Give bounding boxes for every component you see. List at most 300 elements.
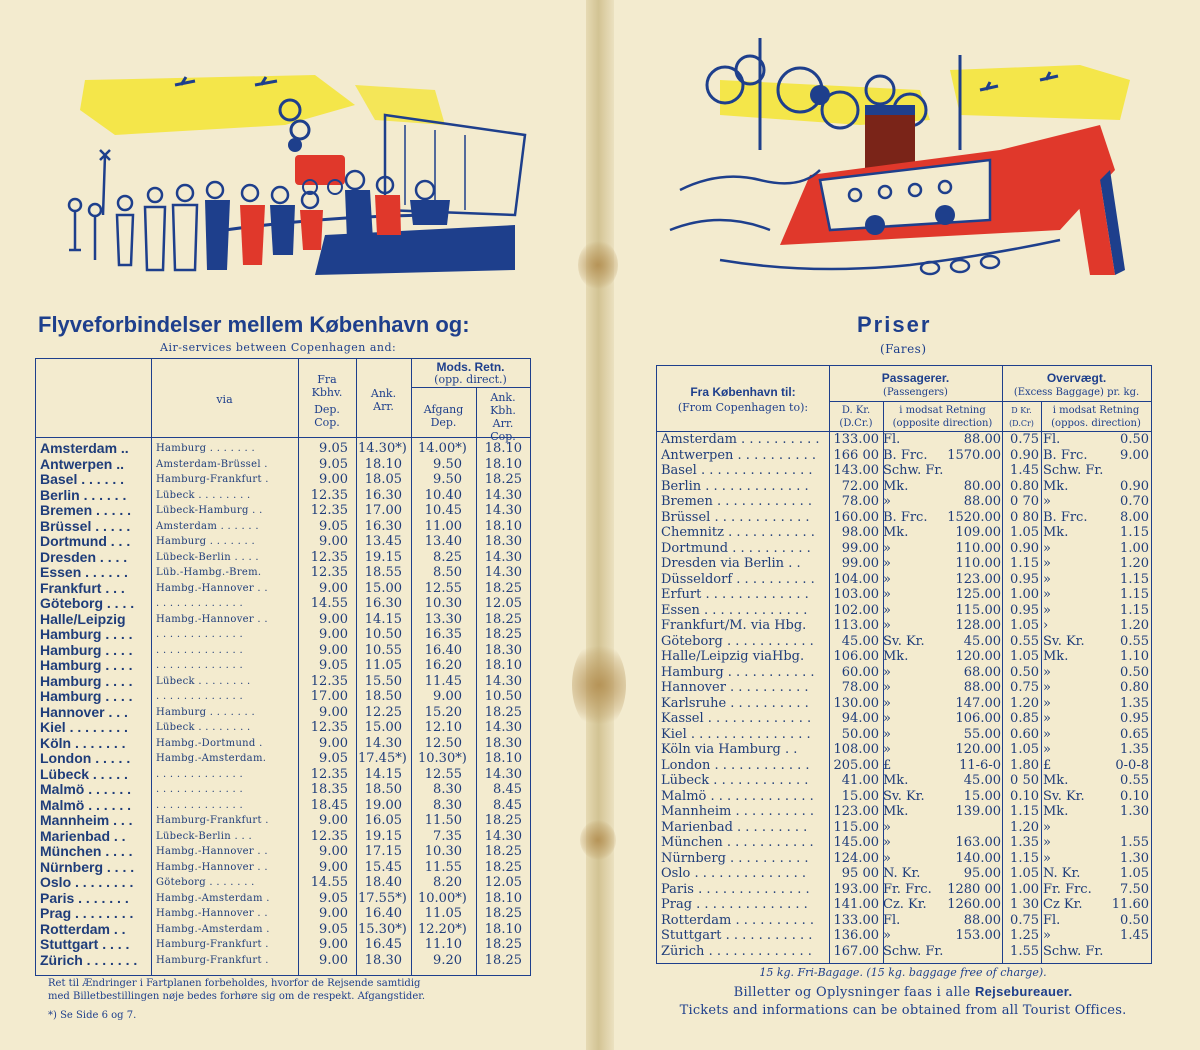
baggage-dkr: 1.05 [1010,618,1039,633]
table-row [36,658,528,674]
table-row [657,789,1151,805]
departure-time: 9.00 [319,906,348,921]
baggage-opposite: 11.60 [1111,897,1149,912]
fare-dkr: 115.00 [833,819,879,835]
fare-currency: B. Frc. [883,509,928,525]
destination-name: Chemnitz . . . . . . . . . . . [661,525,815,540]
airport-illustration [55,65,530,285]
fare-currency: Mk. [883,478,909,494]
fare-currency: » [883,556,891,571]
fare-opposite: 153.00 [955,928,1001,943]
baggage-currency: » [1043,819,1051,835]
arrival-time: 16.30 [364,518,402,534]
fare-currency: Cz. Kr. [883,897,927,912]
departure-time: 9.00 [319,611,348,627]
baggage-opposite: 0.55 [1120,633,1149,649]
opposite-arrival-time: 12.05 [484,875,522,890]
table-row [657,587,1151,603]
baggage-dkr: 1.20 [1010,695,1039,711]
baggage-currency: Schw. Fr. [1043,463,1104,478]
baggage-currency: » [1043,850,1051,866]
via-route: Lübeck . . . . . . . . [156,489,251,501]
opposite-departure-time: 10.45 [424,503,462,518]
header-excess-en: (Excess Baggage) pr. kg. [1013,387,1140,398]
baggage-currency: Mk. [1043,773,1069,788]
city-name: Nürnberg . . . . [40,858,135,875]
fare-currency: Schw. Fr. [883,943,944,959]
baggage-dkr: 0.95 [1010,571,1039,587]
departure-time: 9.00 [319,704,348,720]
arrival-time: 13.45 [364,534,402,549]
table-row [657,696,1151,712]
table-row [657,432,1151,448]
table-row [657,572,1151,588]
table-row [36,643,528,659]
departure-time: 9.05 [319,921,348,937]
fare-dkr: 102.00 [833,602,879,618]
baggage-dkr: 1.45 [1010,463,1039,478]
opposite-departure-time: 10.00*) [418,890,467,906]
destination-name: Rotterdam . . . . . . . . . . [661,912,815,928]
city-name: Mannheim . . . [40,812,133,828]
departure-time: 9.05 [319,658,348,673]
arrival-time: 17.15 [364,844,402,859]
arrival-time: 10.50 [364,627,402,642]
via-route: . . . . . . . . . . . . . [156,784,243,795]
fare-opposite: 80.00 [963,478,1001,494]
fare-currency: £ [883,757,892,773]
tickets-info-en: Tickets and informations can be obtained from all Tourist Offices. [679,1003,1127,1018]
fare-currency: » [883,571,891,587]
opposite-departure-time: 10.30*) [418,751,467,766]
fare-opposite: 88.00 [963,432,1001,447]
destination-name: Stuttgart . . . . . . . . . . . [661,928,813,943]
city-name: Hamburg . . . . [40,657,133,673]
departure-time: 9.00 [319,627,348,642]
baggage-opposite: 1.30 [1120,850,1149,866]
fare-dkr: 133.00 [833,432,879,447]
air-services-subtitle: Air-services between Copenhagen and: [160,341,397,354]
table-row [36,705,528,721]
arrival-time: 19.00 [364,797,402,813]
baggage-currency: » [1043,680,1051,695]
departure-time: 9.05 [319,518,348,534]
fare-opposite: 45.00 [963,633,1001,649]
fare-currency: Mk. [883,525,909,540]
baggage-opposite: 0.50 [1120,912,1149,928]
opposite-arrival-time: 14.30 [484,828,522,844]
air-services-title: Flyveforbindelser mellem København og: [38,312,470,337]
baggage-currency: » [1043,540,1051,556]
table-row [36,596,528,612]
fare-opposite: 140.00 [955,850,1001,866]
city-name: Rotterdam . . [40,920,126,937]
header-dkr-baggage: D Kr. (D.Cr) [1009,406,1034,428]
opposite-arrival-time: 18.25 [484,937,522,952]
opposite-departure-time: 7.35 [433,828,462,844]
baggage-currency: › [1043,618,1049,633]
arrival-time: 11.05 [364,658,402,673]
fare-currency: Sv. Kr. [883,788,925,804]
destination-name: Kiel . . . . . . . . . . . . . . . [661,726,811,742]
opposite-departure-time: 11.05 [424,906,462,921]
fare-dkr: 98.00 [841,525,879,540]
baggage-currency: Fl. [1043,912,1061,928]
via-route: Hamburg-Frankfurt . [156,954,269,966]
opposite-departure-time: 10.30 [424,844,462,859]
baggage-dkr: 0.85 [1010,711,1039,726]
table-row [36,922,528,938]
city-name: Prag . . . . . . . . [40,905,134,921]
opposite-arrival-time: 18.10 [484,518,522,534]
baggage-dkr: 1.15 [1010,850,1039,866]
fares-title: Priser [857,312,932,337]
destination-name: Essen . . . . . . . . . . . . . [661,602,808,618]
baggage-opposite: 0.50 [1120,664,1149,680]
city-name: Kiel . . . . . . . . [40,719,128,735]
opposite-arrival-time: 18.25 [484,813,522,828]
arrival-time: 15.30*) [358,921,407,937]
arrival-time: 18.50 [364,689,402,704]
baggage-dkr: 0.50 [1010,664,1039,680]
header-dkr: D. Kr. (D.Cr.) [839,405,873,429]
opposite-departure-time: 12.55 [424,766,462,782]
fare-opposite: 1520.00 [947,509,1001,525]
destination-name: Oslo . . . . . . . . . . . . . . [661,866,807,881]
city-name: Hamburg . . . . [40,641,133,658]
header-opp-arrival: Ank. Kbh. Arr. Cop. [490,391,516,443]
baggage-currency: » [1043,556,1051,571]
baggage-currency: » [1043,494,1051,509]
opposite-departure-time: 9.00 [433,689,462,704]
table-row [657,711,1151,727]
city-name: Halle/Leipzig [40,610,126,627]
table-row [657,525,1151,541]
baggage-dkr: 0.75 [1010,680,1039,695]
via-route: Hamburg-Frankfurt . [156,815,269,826]
baggage-currency: » [1043,726,1051,742]
baggage-currency: £ [1043,757,1052,773]
city-name: München . . . . [40,843,133,859]
fare-currency: » [883,494,891,509]
air-services-table [35,358,531,976]
destination-name: Nürnberg . . . . . . . . . . [661,850,809,866]
fare-currency: Fr. Frc. [883,881,932,897]
destination-name: Frankfurt/M. via Hbg. [661,618,807,633]
opposite-departure-time: 13.30 [424,611,462,627]
opposite-arrival-time: 18.25 [484,952,522,968]
baggage-opposite: 0.90 [1120,478,1149,494]
destination-name: Mannheim . . . . . . . . . . [661,804,815,819]
opposite-arrival-time: 14.30 [484,673,522,689]
departure-time: 9.00 [319,952,348,968]
via-route: . . . . . . . . . . . . . [156,660,243,671]
table-row [36,782,528,798]
fare-opposite: 110.00 [955,556,1001,571]
opposite-arrival-time: 18.25 [484,859,522,875]
table-row [657,556,1151,572]
via-route: Hamburg . . . . . . . [156,706,255,718]
fare-opposite: 68.00 [963,664,1001,680]
fare-opposite: 120.00 [955,742,1001,757]
baggage-dkr: 1.80 [1010,757,1039,773]
via-route: Amsterdam . . . . . . [156,520,259,532]
opposite-arrival-time: 14.30 [484,487,522,503]
table-row [36,674,528,690]
city-name: Paris . . . . . . . [40,889,129,906]
table-row [36,503,528,519]
baggage-currency: Sv. Kr. [1043,788,1085,804]
table-row [36,767,528,783]
city-name: Basel . . . . . . [40,471,125,487]
table-row [657,928,1151,944]
opposite-departure-time: 10.30 [424,596,462,611]
baggage-currency: » [1043,602,1051,618]
baggage-opposite: 8.00 [1120,509,1149,525]
arrival-time: 16.30 [364,596,402,611]
table-row [36,860,528,876]
opposite-departure-time: 9.50 [433,456,462,472]
via-route: Hambg.-Hannover . . [156,582,268,594]
baggage-opposite: 0.80 [1120,680,1149,695]
fare-dkr: 99.00 [841,540,879,556]
destination-name: Paris . . . . . . . . . . . . . . [661,881,810,897]
header-opposite-baggage: i modsat Retning (oppos. direction) [1051,405,1141,429]
city-name: Marienbad . . [40,827,126,844]
fare-currency: » [883,664,891,680]
table-row [657,773,1151,789]
opposite-departure-time: 8.50 [433,565,462,580]
departure-time: 9.00 [319,472,348,487]
city-name: Brüssel . . . . . [40,517,131,534]
departure-time: 9.05 [319,890,348,906]
opposite-arrival-time: 18.10 [484,751,522,766]
destination-name: München . . . . . . . . . . . [661,835,814,850]
arrival-time: 15.00 [364,720,402,735]
opposite-arrival-time: 14.30 [484,549,522,565]
departure-time: 9.05 [319,751,348,766]
stain-middle [572,640,626,730]
table-row [657,479,1151,495]
fare-dkr: 108.00 [833,742,879,757]
table-row [657,541,1151,557]
arrival-time: 16.30 [364,487,402,503]
baggage-opposite: 1.20 [1120,556,1149,571]
center-fold [586,0,614,1050]
city-name: Bremen . . . . . [40,502,132,518]
city-name: London . . . . . [40,750,131,766]
fare-opposite: 11-6-0 [959,757,1001,773]
city-name: Berlin . . . . . . [40,486,127,503]
fares-table [656,365,1152,964]
fare-opposite: 45.00 [963,773,1001,788]
table-row [657,851,1151,867]
header-opposite-en: (opp. direct.) [434,373,507,386]
departure-time: 12.35 [310,720,348,735]
table-row [36,612,528,628]
table-row [36,550,528,566]
baggage-currency: Sv. Kr. [1043,633,1085,649]
baggage-currency: » [1043,571,1051,587]
fare-opposite: 1260.00 [947,897,1001,912]
stain-bottom [580,820,616,860]
baggage-opposite: 1.55 [1120,835,1149,850]
via-route: Hambg.-Amsterdam. [156,753,267,764]
opposite-departure-time: 9.50 [433,472,462,487]
baggage-dkr: 0.95 [1010,602,1039,618]
via-route: Hamburg . . . . . . . [156,536,255,547]
opposite-arrival-time: 18.25 [484,627,522,642]
fare-dkr: 106.00 [833,649,879,664]
fare-dkr: 50.00 [841,726,879,742]
baggage-dkr: 1.25 [1010,928,1039,943]
table-row [657,649,1151,665]
fare-dkr: 95 00 [841,866,879,881]
city-name: Dortmund . . . [40,533,131,549]
departure-time: 12.35 [310,549,348,565]
fare-dkr: 78.00 [841,494,879,509]
baggage-dkr: 0 50 [1010,773,1039,788]
table-row [657,742,1151,758]
table-row [657,835,1151,851]
baggage-dkr: 0 70 [1010,494,1039,509]
baggage-dkr: 1.55 [1010,943,1039,959]
table-row [36,565,528,581]
opposite-departure-time: 8.25 [433,549,462,565]
table-row [36,581,528,597]
table-row [657,913,1151,929]
arrival-time: 19.15 [364,549,402,565]
city-name: Zürich . . . . . . . [40,951,138,968]
fare-dkr: 103.00 [833,587,879,602]
header-excess: Overvægt. [1046,371,1107,385]
arrival-time: 18.55 [364,565,402,580]
via-route: Hambg.-Amsterdam . [156,892,270,904]
baggage-dkr: 1.05 [1010,742,1039,757]
baggage-opposite: 1.20 [1120,618,1149,633]
destination-name: Düsseldorf . . . . . . . . . . [661,571,815,587]
baggage-dkr: 1.05 [1010,525,1039,540]
opposite-departure-time: 10.40 [424,487,462,503]
fare-dkr: 124.00 [833,850,879,866]
opposite-arrival-time: 12.05 [484,596,522,611]
fare-opposite: 147.00 [955,695,1001,711]
departure-time: 14.55 [310,596,348,611]
city-name: Stuttgart . . . . [40,936,130,952]
via-route: Hamburg-Frankfurt . [156,939,269,950]
table-row [36,519,528,535]
destination-name: Halle/Leipzig viaHbg. [661,649,805,664]
via-route: Hambg.-Hannover . . [156,613,268,625]
destination-name: Erfurt . . . . . . . . . . . . . [661,587,809,602]
table-row [36,875,528,891]
destination-name: Zürich . . . . . . . . . . . . . [661,943,812,959]
departure-time: 9.00 [319,735,348,751]
table-row [36,829,528,845]
arrival-time: 10.55 [364,642,402,658]
table-row [657,603,1151,619]
opposite-arrival-time: 14.30 [484,565,522,580]
via-route: . . . . . . . . . . . . . [156,799,243,811]
via-route: Hambg.-Hannover . . [156,846,268,857]
via-route: Hambg.-Dortmund . [156,737,263,749]
fare-dkr: 145.00 [833,835,879,850]
destination-name: Basel . . . . . . . . . . . . . . [661,463,813,478]
baggage-currency: Fr. Frc. [1043,881,1092,897]
baggage-opposite: 7.50 [1120,881,1149,897]
fare-opposite: 163.00 [955,835,1001,850]
baggage-dkr: 1.00 [1010,587,1039,602]
opposite-arrival-time: 18.30 [484,735,522,751]
baggage-currency: Schw. Fr. [1043,943,1104,959]
destination-name: Prag . . . . . . . . . . . . . . [661,897,808,912]
opposite-departure-time: 16.20 [424,658,462,673]
departure-time: 12.35 [310,766,348,782]
arrival-time: 18.50 [364,782,402,797]
departure-time: 17.00 [310,689,348,704]
arrival-time: 19.15 [364,828,402,844]
baggage-currency: B. Frc. [1043,509,1088,525]
table-row [36,937,528,953]
fare-opposite: 95.00 [963,866,1001,881]
city-name: Lübeck . . . . . [40,765,128,782]
arrival-time: 14.30*) [358,441,407,456]
departure-time: 12.35 [310,673,348,689]
baggage-currency: Mk. [1043,804,1069,819]
header-opp-departure: Afgang Dep. [423,403,464,429]
destination-name: Malmö . . . . . . . . . . . . . [661,788,814,804]
city-name: Oslo . . . . . . . . [40,874,134,890]
opposite-departure-time: 12.55 [424,580,462,596]
table-row [36,751,528,767]
baggage-opposite: 0.10 [1120,788,1149,804]
opposite-arrival-time: 10.50 [484,689,522,704]
baggage-dkr: 0.60 [1010,726,1039,742]
departure-time: 9.00 [319,580,348,596]
arrival-time: 18.40 [364,875,402,890]
tickets-info: Billetter og Oplysninger faas i alle Rejsebureauer. [733,984,1073,1000]
fare-dkr: 15.00 [841,788,879,804]
via-route: Lübeck . . . . . . . . [156,722,251,733]
departure-time: 9.00 [319,534,348,549]
opposite-arrival-time: 18.30 [484,642,522,658]
fare-opposite: 109.00 [955,525,1001,540]
table-row [36,813,528,829]
table-row [36,953,528,969]
destination-name: Lübeck . . . . . . . . . . . . [661,773,809,788]
fare-currency: » [883,680,891,695]
arrival-time: 14.15 [364,766,402,782]
table-row [657,820,1151,836]
via-route: Amsterdam-Brüssel . [156,458,268,470]
departure-time: 9.00 [319,937,348,952]
fare-currency: » [883,540,891,556]
fare-dkr: 136.00 [833,928,879,943]
opposite-departure-time: 12.20*) [418,921,467,937]
table-row [657,882,1151,898]
arrival-time: 15.45 [364,859,402,875]
header-opposite-pass: i modsat Retning (opposite direction) [892,405,993,429]
opposite-arrival-time: 18.10 [484,658,522,673]
fare-currency: Fl. [883,912,901,928]
baggage-opposite: 1.15 [1120,571,1149,587]
city-name: Essen . . . . . . [40,564,128,580]
baggage-currency: Cz Kr. [1043,897,1083,912]
ship-illustration [660,30,1150,290]
city-name: Hannover . . . [40,703,128,720]
opposite-departure-time: 16.35 [424,627,462,642]
city-name: Dresden . . . . [40,548,128,565]
